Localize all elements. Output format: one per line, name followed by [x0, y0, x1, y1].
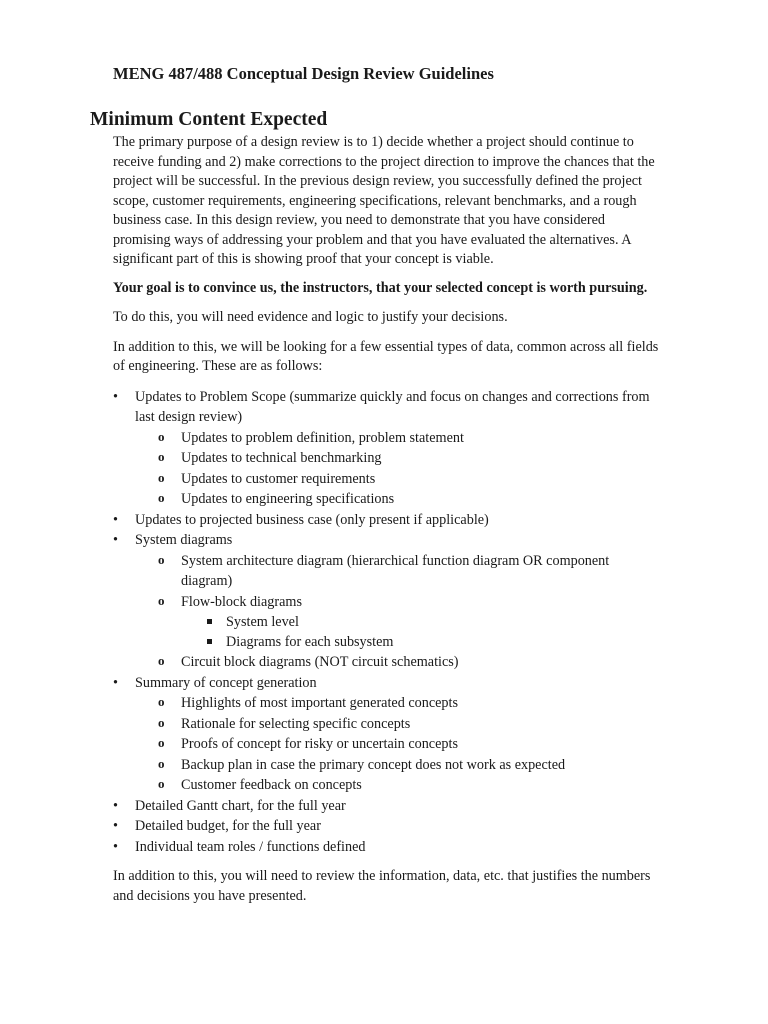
list-item-label: Updates to projected business case (only present if applicable) [135, 511, 489, 528]
closing-paragraph: In addition to this, you will need to review the information, data, etc. that justifies the numbers and decisions you have presented. [113, 868, 651, 904]
sub-list-item: o System architecture diagram (hierarchical function diagram OR component diagram) [158, 551, 661, 592]
list-item [113, 796, 661, 817]
sub-list-item-label: Flow-block diagrams [181, 593, 302, 610]
sub-list-item: o Backup plan in case the primary concept does not work as expected [158, 755, 661, 776]
list-item-label: Summary of concept generation [135, 674, 317, 691]
goal-statement: Your goal is to convince us, the instructors, that your selected concept is worth pursuing. [113, 279, 648, 296]
sub-list-item: o Proofs of concept for risky or uncertain concepts [158, 734, 661, 755]
required-content-list [113, 387, 661, 858]
sub-list [135, 551, 661, 673]
list-item-label: Individual team roles / functions defined [135, 838, 366, 855]
data-types-paragraph: In addition to this, we will be looking for a few essential types of data, common across all fields of engineering. These are as follows: [113, 338, 659, 374]
document-body [113, 133, 661, 916]
list-item-label: Updates to Problem Scope (summarize quickly and focus on changes and corrections from last design review) [135, 388, 650, 425]
sub-list-item: o Updates to technical benchmarking [158, 448, 661, 469]
list-item [113, 530, 661, 673]
sub-sub-list-item: System level [204, 612, 661, 632]
list-item [113, 837, 661, 858]
list-item [113, 816, 661, 837]
sub-list-item: o Updates to problem definition, problem statement [158, 428, 661, 449]
sub-list [135, 428, 661, 510]
list-item [113, 673, 661, 796]
list-item [113, 387, 661, 510]
list-item-label: Detailed Gantt chart, for the full year [135, 797, 346, 814]
evidence-paragraph: To do this, you will need evidence and logic to justify your decisions. [113, 309, 508, 325]
sub-list-item [158, 592, 661, 653]
list-item [113, 510, 661, 531]
sub-list-item: o Customer feedback on concepts [158, 775, 661, 796]
sub-list [135, 693, 661, 796]
sub-sub-list-item: Diagrams for each subsystem [204, 632, 661, 652]
section-heading: Minimum Content Expected [90, 109, 328, 130]
list-item-label: System diagrams [135, 532, 233, 548]
sub-list-item: o Rationale for selecting specific concepts [158, 714, 661, 735]
intro-paragraph: The primary purpose of a design review is to 1) decide whether a project should continue to receive funding and 2) make corrections to the project direction to improve the chances that the project will be successful. In the previous design review, you successfully defined the project scope, customer requirements, engineering specifications, relevant benchmarks, and a rough business case. In this design review, you need to demonstrate that you have considered promising ways of addressing your problem and that you have evaluated the alternatives. A significant part of this is showing proof that your concept is viable. [113, 134, 655, 267]
sub-list-item: o Updates to customer requirements [158, 469, 661, 490]
document-title: MENG 487/488 Conceptual Design Review Guidelines [113, 64, 494, 83]
sub-sub-list [181, 612, 661, 652]
sub-list-item: o Circuit block diagrams (NOT circuit schematics) [158, 652, 661, 673]
list-item-label: Detailed budget, for the full year [135, 818, 321, 834]
sub-list-item: o Highlights of most important generated concepts [158, 693, 661, 714]
sub-list-item: o Updates to engineering specifications [158, 489, 661, 510]
